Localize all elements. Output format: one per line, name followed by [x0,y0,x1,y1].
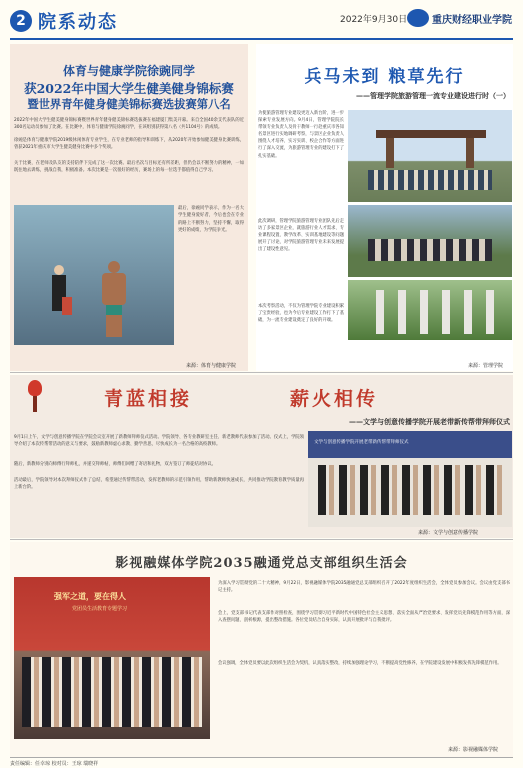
article-management-title: 兵马未到 粮草先行 [304,67,465,87]
header-rule [10,38,513,40]
team-photo-scenic-gate [348,110,512,202]
article-mentorship-title-right: 薪火相传 [290,388,379,410]
article-management-source: 来源：管理学院 [468,363,504,369]
divider [10,372,513,373]
article-athlete-title-line2: 获2022年中国大学生健美健身锦标赛 [24,81,234,96]
article-management-paragraph: 为使旅游管理专业建设更迈入新台阶，进一步探索专业发展方向。9月4日，管理学院院长带领专业负责人及骨干教师一行赴重庆市各知名景区进行实地调研考察，与景区企业负责人围绕人才培养、实习实训、校企合作等方面进行了深入交流，为旅游管理专业的建设打下了扎实基础。 [258,111,344,159]
article-athlete-source: 来源：体育与健康学院 [186,363,237,369]
school-logo-icon [407,9,429,27]
article-mentorship-paragraph: 活动最后，学院领导对本次拜师仪式作了总结，希望通过传帮带活动，发挥老教师的示范引领作用，帮助新教师快速成长，共同推动学院教育教学质量再上新台阶。 [14,478,304,490]
article-party-meeting-paragraph: 会上，党支部书记代表支部作对照检查，围绕学习贯彻习近平新时代中国特色社会主义思想、落实全面从严治党要求、发挥党员先锋模范作用等方面，深入查摆问题、剖析根源，提出整改措施。各位党员结合自身实际，认真开展批评与自我批评。 [218,611,510,624]
article-management-subtitle: ——管理学院旅游管理一流专业建设进行时（一） [356,92,510,100]
article-party-meeting-paragraph: 会议强调，全体党员要以此次组织生活会为契机，认真落实整改，持续加强理论学习，不断提高党性修养，在学院建设发展中积极发挥先锋模范作用。 [218,661,502,666]
divider [10,539,513,540]
page-footer: 责任编辑：任幸琼 校对员：王琼 瑞晓祥 [10,757,513,768]
athlete-award-photo [14,205,174,345]
article-party-meeting-source: 来源：影视融媒体学院 [448,747,499,753]
mentorship-ceremony-photo [308,431,512,527]
ceremony-banner: 文学与创意传播学院开展老带新传帮带拜师仪式 [314,440,409,445]
team-walking-photo [348,280,512,340]
article-mentorship-title-left: 青蓝相接 [104,388,193,410]
article-mentorship-paragraph: 9月1日上午，文学与创意传播学院在学院会议室开展了新教师拜师仪式活动。学院领导、各专业教研室主任、新老教师代表参加了活动。仪式上，学院领导介绍了本次传帮带活动的意义与要求，鼓励新教师虚心求教、勤学善思，尽快成长为一名合格的高校教师。 [14,435,304,447]
section-number-badge: 2 [10,10,32,32]
group-photo-garden [348,205,512,277]
article-athlete-paragraph: 徐豌是体育与健康学院2019级休闲体育专业学生，在专业老师的指导和训练下，从2020年开始参加健美健身比赛训练，曾获2021年重庆市大学生健美健身比赛中多个奖项。 [14,138,244,150]
article-mentorship-subtitle: ——文学与创意传播学院开展老带新传帮带拜师仪式 [349,418,510,426]
article-athlete-paragraph: 关于比赛，在老师及队友的支持陪伴下完成了这一次比赛。最后名次与目标还有所差距，但仍会以不断努力的精神，一如既往地去训练，挑战自我，积极准备。本次比赛是一次很好的经历，赛场上的每一位选手都值得自己学习。 [14,161,244,173]
article-athlete-title-line3: 暨世界青年健身健美锦标赛选拔赛第八名 [27,97,231,111]
paper-name: 重庆财经职业学院 [432,15,512,26]
article-party-meeting-paragraph: 为深入学习贯彻党的二十大精神，9月22日，影视融媒体学院2035融通党总支部组织召开了2022年度组织生活会，全体党员参加会议。会议由党支部书记主持。 [218,581,510,594]
article-athlete-paragraph: 最后，徐豌同学表示，作为一名大学生健身爱好者，今后也会在专业的路上不断努力，坚持不懈，取得更好的成绩，为学院争光。 [178,206,244,234]
article-management-paragraph: 此次调研，管理学院旅游管理专业团队先后走访了多家景区企业，就旅游行业人才需求、专业课程设置、教学改革、实训基地建设等问题展开了讨论，对学院旅游管理专业未来发展提出了建设性意见。 [258,219,344,253]
article-party-meeting-title: 影视融媒体学院2035融通党总支部组织生活会 [115,556,408,571]
meeting-banner-subtitle: 党团员生活教育专题学习 [72,606,128,612]
torch-icon [22,378,48,412]
article-management-paragraph: 本次考察活动，不仅为管理学院专业建设积累了宝贵经验，也为今后专业建设工作打下了基础，为一流专业建设奠定了良好的开端。 [258,304,344,324]
section-title: 院系动态 [38,12,118,33]
issue-date: 2022年9月30日 [340,15,408,25]
party-meeting-group-photo [14,577,210,739]
article-mentorship-source: 来源：文学与创意传播学院 [418,530,479,536]
meeting-banner-title: 强军之道，要在得人 [54,592,126,601]
article-mentorship-paragraph: 随后，新教师分别向师傅行拜师礼，并递交拜师帖，师傅们回赠了寄语和礼物，双方签订了师徒结对协议。 [14,462,216,467]
article-athlete-title-line1: 体育与健康学院徐豌同学 [62,64,195,78]
article-athlete-paragraph: 2022年中国大学生健美健身锦标赛暨世界青年健身健美锦标赛选拔赛在福建厦门集美开幕。来自全国40余支代表队的近300名运动员参加了比赛。在比赛中，体育与健康学院徐豌同学，在该组别获得第八名（共1104号）的成绩。 [14,118,244,130]
